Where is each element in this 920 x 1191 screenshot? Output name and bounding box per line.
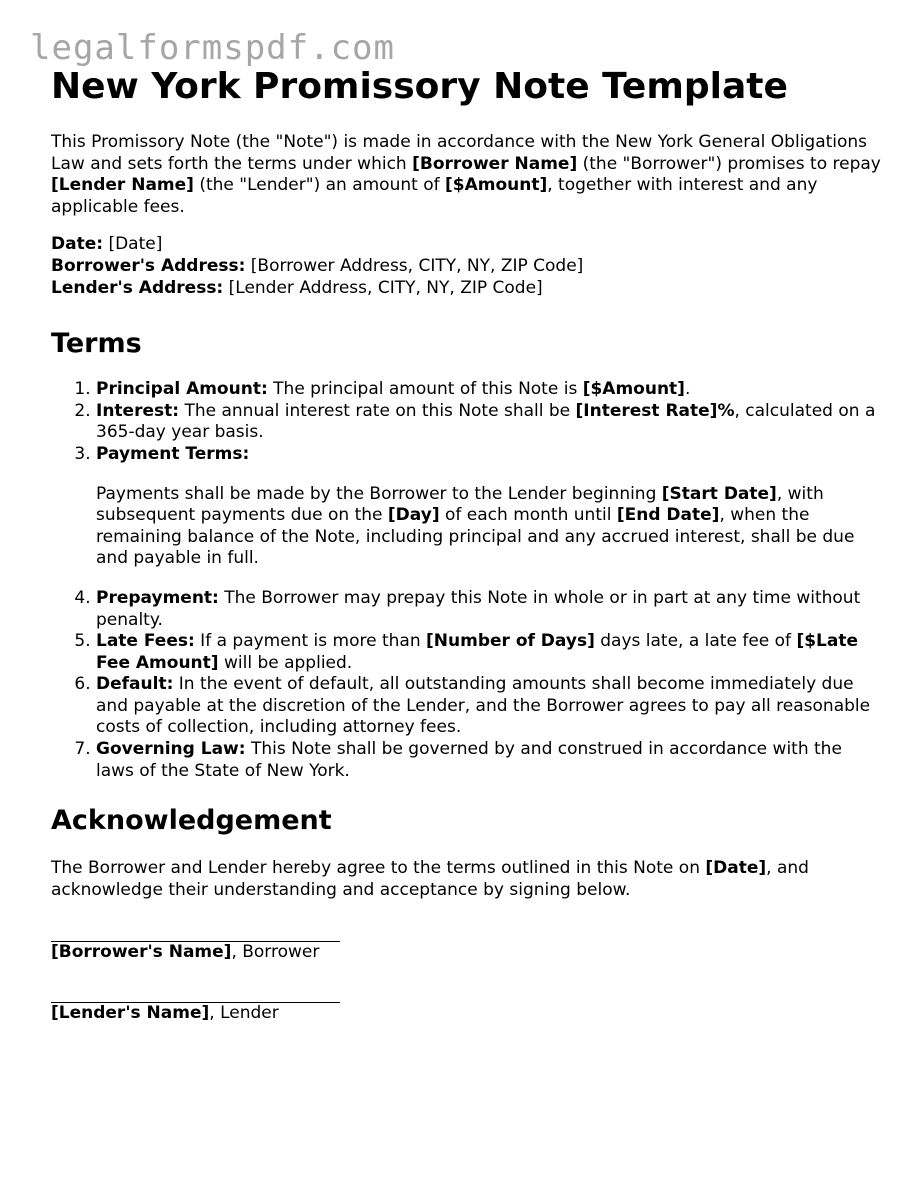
interest-label: Interest: <box>96 400 180 421</box>
meta-block <box>51 234 881 299</box>
acknowledgement-heading: Acknowledgement <box>51 805 332 837</box>
page-title: New York Promissory Note Template <box>51 66 788 107</box>
borrower-address-label: Borrower's Address: <box>51 255 246 276</box>
payment-text-3: of each month until <box>439 505 617 526</box>
intro-paragraph <box>51 132 881 218</box>
lender-address-label: Lender's Address: <box>51 277 224 298</box>
interest-text-1: The annual interest rate on this Note shall be <box>179 400 576 421</box>
date-label: Date: <box>51 234 104 255</box>
governing-law-label: Governing Law: <box>96 739 246 760</box>
document-content <box>51 64 881 1025</box>
terms-heading: Terms <box>51 328 142 360</box>
date-line <box>51 234 881 256</box>
intro-borrower-name: [Borrower Name] <box>412 153 578 174</box>
payment-start-date: [Start Date] <box>661 483 777 504</box>
ack-text-2: , and acknowledge their understanding and acceptance by signing below. <box>51 858 809 900</box>
late-fees-text-2: days late, a late fee of <box>594 631 797 652</box>
intro-amount: [$Amount] <box>445 175 548 196</box>
term-default <box>96 674 881 739</box>
term-prepayment <box>96 588 881 631</box>
borrower-address-line <box>51 256 881 278</box>
principal-label: Principal Amount: <box>96 379 268 400</box>
late-fee-amount: [$Late Fee Amount] <box>96 631 858 673</box>
payment-paragraph <box>96 484 881 570</box>
principal-text-2: . <box>684 379 691 400</box>
lender-signature-caption <box>51 1003 881 1025</box>
ack-text-1: The Borrower and Lender hereby agree to the terms outlined in this Note on <box>51 858 706 879</box>
late-fees-days: [Number of Days] <box>426 631 595 652</box>
intro-text-2: (the "Borrower") promises to repay <box>577 153 881 174</box>
default-label: Default: <box>96 674 174 695</box>
borrower-signature-line[interactable] <box>51 921 340 942</box>
lender-signature-line[interactable] <box>51 982 340 1003</box>
late-fees-label: Late Fees: <box>96 631 195 652</box>
term-interest <box>96 401 881 444</box>
principal-text-1: The principal amount of this Note is <box>267 379 583 400</box>
interest-rate: [Interest Rate]% <box>575 400 735 421</box>
principal-amount: [$Amount] <box>582 379 685 400</box>
lender-address-line <box>51 278 881 300</box>
lender-address-value: [Lender Address, CITY, NY, ZIP Code] <box>223 277 543 298</box>
payment-text-1: Payments shall be made by the Borrower to the Lender beginning <box>96 483 662 504</box>
payment-end-date: [End Date] <box>616 505 720 526</box>
term-principal <box>96 379 881 401</box>
ack-date: [Date] <box>705 858 767 879</box>
date-value: [Date] <box>103 234 163 255</box>
lender-signature-name: [Lender's Name] <box>51 1003 210 1024</box>
term-governing-law <box>96 739 881 782</box>
borrower-signature-name: [Borrower's Name] <box>51 942 232 963</box>
payment-label: Payment Terms: <box>96 443 250 464</box>
payment-day: [Day] <box>387 505 440 526</box>
acknowledgement-paragraph <box>51 858 881 901</box>
late-fees-text-1: If a payment is more than <box>194 631 426 652</box>
payment-text-2: , with subsequent payments due on the <box>96 483 824 526</box>
borrower-signature-role: , Borrower <box>231 942 320 963</box>
intro-text-1: This Promissory Note (the "Note") is made in accordance with the New York General Obligations Law and sets forth the terms under which <box>51 132 868 174</box>
intro-lender-name: [Lender Name] <box>51 175 194 196</box>
term-late-fees <box>96 631 881 674</box>
governing-law-text: This Note shall be governed by and construed in accordance with the laws of the State of New York. <box>96 739 842 781</box>
default-text: In the event of default, all outstanding amounts shall become immediately due and payable at the discretion of the Lender, and the Borrower agrees to pay all reasonable costs of collection, including attorney fees. <box>96 674 871 738</box>
terms-list <box>51 379 881 782</box>
intro-text-4: , together with interest and any applicable fees. <box>51 175 818 217</box>
term-payment <box>96 444 881 570</box>
late-fees-text-3: will be applied. <box>218 652 353 673</box>
lender-signature-block <box>51 982 881 1025</box>
intro-text-3: (the "Lender") an amount of <box>193 175 445 196</box>
borrower-signature-block <box>51 921 881 964</box>
payment-text-4: , when the remaining balance of the Note, including principal and any accrued interest, shall be due and payable in full. <box>96 505 855 569</box>
borrower-address-value: [Borrower Address, CITY, NY, ZIP Code] <box>245 255 584 276</box>
prepayment-text: The Borrower may prepay this Note in whole or in part at any time without penalty. <box>96 587 861 630</box>
lender-signature-role: , Lender <box>209 1003 279 1024</box>
borrower-signature-caption <box>51 942 881 964</box>
interest-text-2: , calculated on a 365-day year basis. <box>96 400 876 443</box>
watermark: legalformspdf.com <box>30 28 395 68</box>
prepayment-label: Prepayment: <box>96 587 219 608</box>
